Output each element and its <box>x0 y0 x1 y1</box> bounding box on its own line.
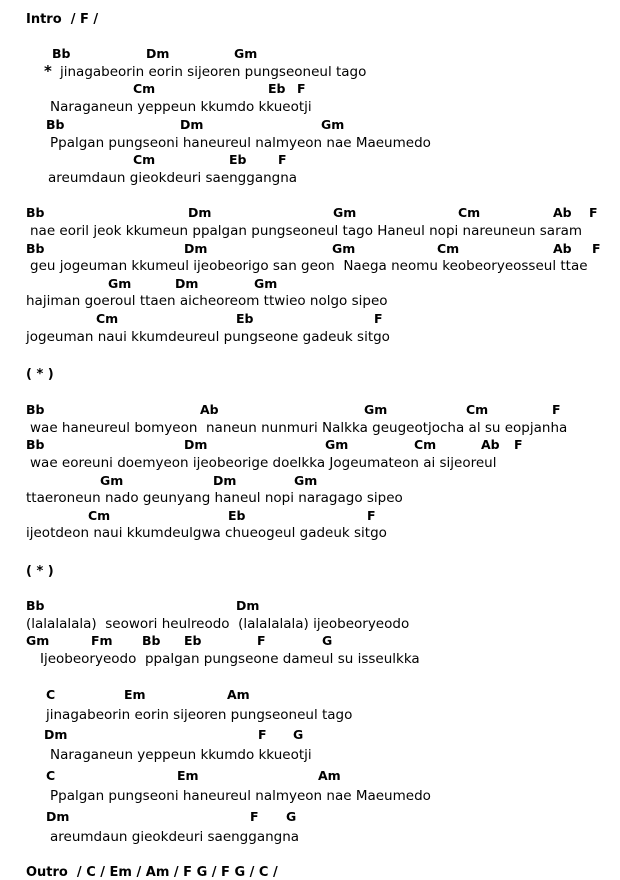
chord: Gm <box>254 276 278 291</box>
lyric-line: nae eoril jeok kkumeun ppalgan pungseoneul tago Haneul nopi nareuneun saram <box>30 223 583 239</box>
chord: Bb <box>52 46 71 61</box>
chord: Cm <box>466 402 489 417</box>
lyric-line: Ppalgan pungseoni haneureul nalmyeon nae Maeumedo <box>50 135 431 151</box>
lyric-line: Naraganeun yeppeun kkumdo kkueotji <box>50 99 312 115</box>
chord: Gm <box>26 633 50 648</box>
lyric-line: areumdaun gieokdeuri saenggangna <box>50 829 300 845</box>
chord: Bb <box>26 437 45 452</box>
lyric-line: ijeotdeon naui kkumdeulgwa chueogeul gadeuk sitgo <box>26 525 387 541</box>
chord: Am <box>318 768 341 783</box>
chord: Ab <box>553 205 572 220</box>
chord: Cm <box>414 437 437 452</box>
chord: Bb <box>26 241 45 256</box>
chord: Gm <box>321 117 345 132</box>
lyric-line: wae haneureul bomyeon naneun nunmuri Nalkka geugeotjocha al su eopjanha <box>30 420 568 436</box>
chorus-repeat: ( * ) <box>26 367 54 382</box>
chord: Gm <box>325 437 349 452</box>
lyric-line: (lalalalala) seowori heulreodo (lalalalala) ijeobeoryeodo <box>26 616 410 632</box>
chord: C <box>46 687 56 702</box>
chord: Bb <box>142 633 161 648</box>
chord: F <box>514 437 523 452</box>
chord: F <box>367 508 376 523</box>
chord: Dm <box>180 117 204 132</box>
chord: Bb <box>26 402 45 417</box>
chord: G <box>286 809 297 824</box>
lyric-line: jogeuman naui kkumdeureul pungseone gadeuk sitgo <box>26 329 390 345</box>
chord: Em <box>177 768 199 783</box>
chord: F <box>374 311 383 326</box>
chord: Gm <box>364 402 388 417</box>
chord: Dm <box>46 809 70 824</box>
chord: Cm <box>133 152 156 167</box>
chord: Eb <box>228 508 246 523</box>
chord: Gm <box>108 276 132 291</box>
chord: Cm <box>133 81 156 96</box>
chord: Eb <box>236 311 254 326</box>
lyric-line: Naraganeun yeppeun kkumdo kkueotji <box>50 747 312 763</box>
chord: Gm <box>100 473 124 488</box>
lyric-line: areumdaun gieokdeuri saenggangna <box>48 170 298 186</box>
chord: Bb <box>46 117 65 132</box>
lyric-line: wae eoreuni doemyeon ijeobeorige doelkka Jogeumateon ai sijeoreul <box>30 455 497 471</box>
chord: Am <box>227 687 250 702</box>
chord: Dm <box>188 205 212 220</box>
chorus-marker: * <box>44 62 52 80</box>
chord: Fm <box>91 633 113 648</box>
chord: C <box>46 768 56 783</box>
chord: Bb <box>26 598 45 613</box>
chord: Cm <box>458 205 481 220</box>
chord: Ab <box>481 437 500 452</box>
chord: Gm <box>234 46 258 61</box>
lyric-line: jinagabeorin eorin sijeoren pungseoneul tago <box>60 64 367 80</box>
chord: Eb <box>268 81 286 96</box>
chord: Cm <box>88 508 111 523</box>
chord: Dm <box>236 598 260 613</box>
chord: Eb <box>184 633 202 648</box>
chord: G <box>322 633 333 648</box>
chord: G <box>293 727 304 742</box>
chord: Eb <box>229 152 247 167</box>
chord: F <box>592 241 601 256</box>
lyric-line: hajiman goeroul ttaen aicheoreom ttwieo nolgo sipeo <box>26 293 388 309</box>
chord: F <box>257 633 266 648</box>
chord: Bb <box>26 205 45 220</box>
chord: Ab <box>200 402 219 417</box>
chord: Gm <box>294 473 318 488</box>
chord: Dm <box>184 437 208 452</box>
lyric-line: jinagabeorin eorin sijeoren pungseoneul tago <box>46 707 353 723</box>
chord: F <box>250 809 259 824</box>
chord: F <box>552 402 561 417</box>
chord: Cm <box>437 241 460 256</box>
chord: Dm <box>175 276 199 291</box>
chord: Cm <box>96 311 119 326</box>
chord: Dm <box>44 727 68 742</box>
chord: Dm <box>184 241 208 256</box>
chord: F <box>278 152 287 167</box>
chord: F <box>297 81 306 96</box>
chord: Gm <box>333 205 357 220</box>
lyric-line: ttaeroneun nado geunyang haneul nopi naragago sipeo <box>26 490 403 506</box>
outro-line: Outro / C / Em / Am / F G / F G / C / <box>26 865 278 880</box>
lyric-line: Ijeobeoryeodo ppalgan pungseone dameul su isseulkka <box>40 651 420 667</box>
lyric-line: Ppalgan pungseoni haneureul nalmyeon nae Maeumedo <box>50 788 431 804</box>
chord: F <box>589 205 598 220</box>
chorus-repeat: ( * ) <box>26 564 54 579</box>
chord: Dm <box>146 46 170 61</box>
lyric-line: geu jogeuman kkumeul ijeobeorigo san geon Naega neomu keobeoryeosseul ttae <box>30 258 588 274</box>
chord: Ab <box>553 241 572 256</box>
chord: Dm <box>213 473 237 488</box>
chord: F <box>258 727 267 742</box>
chord: Em <box>124 687 146 702</box>
chord: Gm <box>332 241 356 256</box>
intro-line: Intro / F / <box>26 12 99 27</box>
